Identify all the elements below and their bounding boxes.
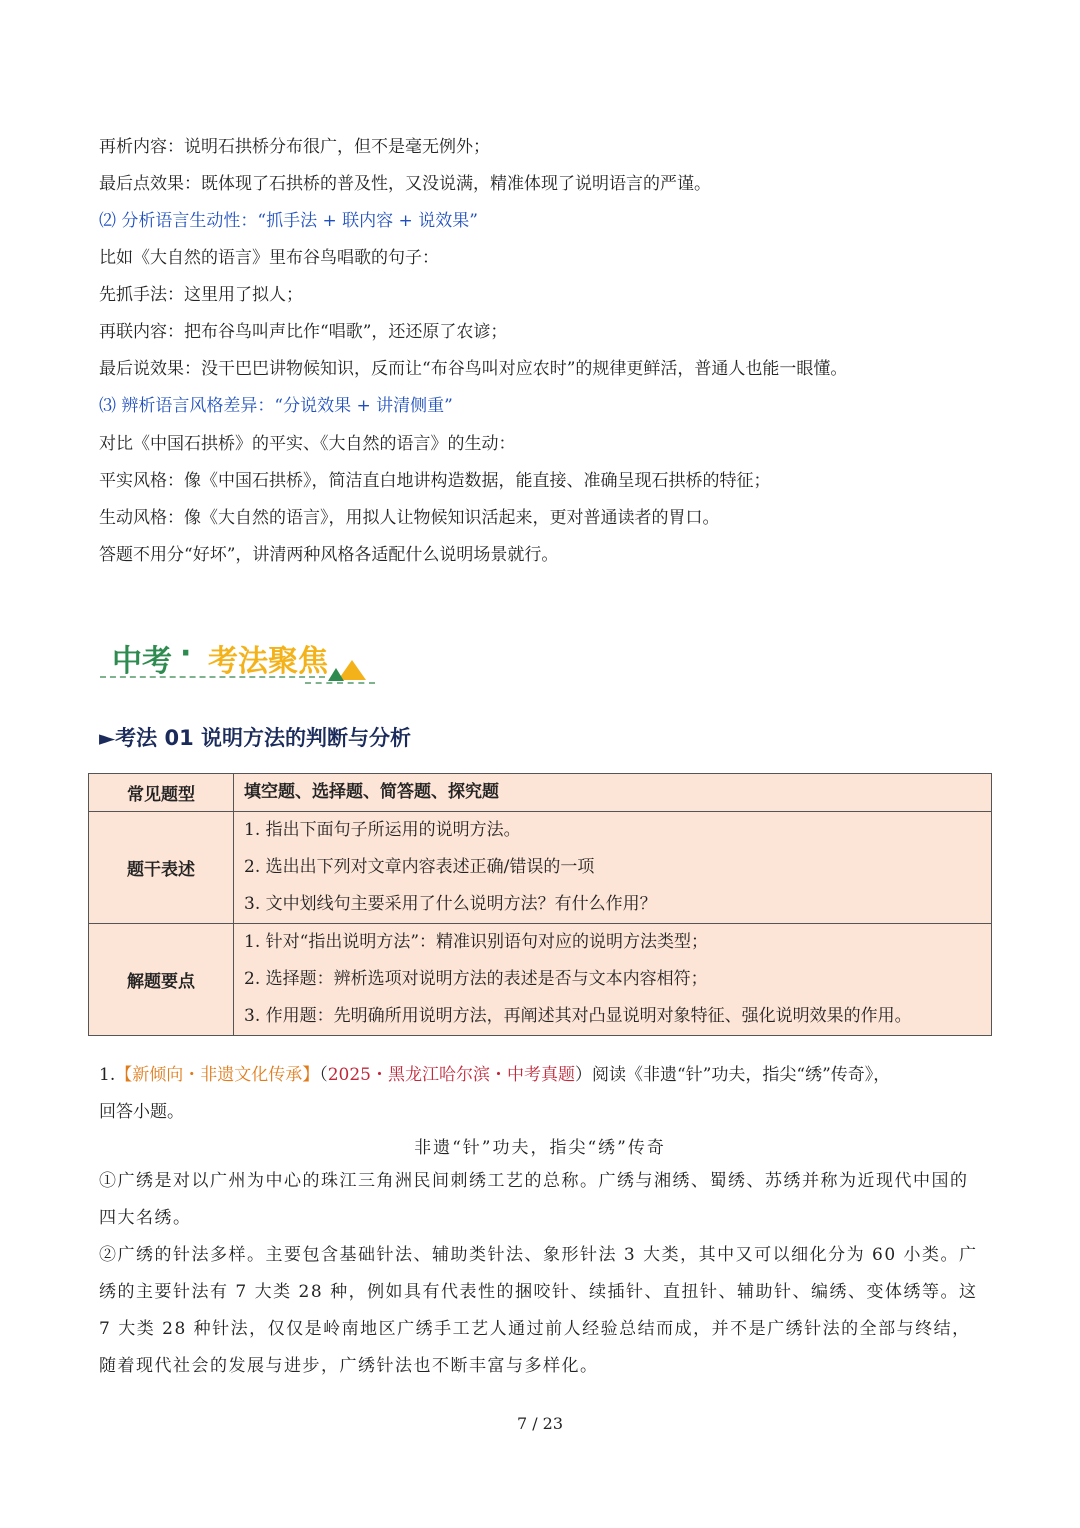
question-text-2: 回答小题。 <box>99 1102 184 1122</box>
text-line: 平实风格：像《中国石拱桥》，简洁直白地讲构造数据，能直接、准确呈现石拱桥的特征； <box>99 471 771 491</box>
table-row <box>89 774 992 812</box>
text-line: 再联内容：把布谷鸟叫声比作“唱歌”，还还原了农谚； <box>99 322 508 342</box>
text-line: 答题不用分“好坏”，讲清两种风格各适配什么说明场景就行。 <box>99 545 559 565</box>
question-line <box>99 1060 890 1085</box>
text-line: 比如《大自然的语言》里布谷鸟唱歌的句子： <box>99 248 439 268</box>
text-line: 再析内容：说明石拱桥分布很广，但不是毫无例外； <box>99 137 490 157</box>
paren: （ <box>319 1065 328 1085</box>
cell-item: 1. 指出下面句子所运用的说明方法。 <box>244 820 521 840</box>
table-row <box>89 924 992 1036</box>
text-line: 最后点效果：既体现了石拱桥的普及性，又没说满，精准体现了说明语言的严谨。 <box>99 174 711 194</box>
info-table <box>88 773 992 1036</box>
row-header: 解题要点 <box>89 924 234 1036</box>
cell-item: 2. 选出出下列对文章内容表述正确/错误的一项 <box>244 857 595 877</box>
cell-item: 3. 作用题：先明确所用说明方法，再阐述其对凸显说明对象特征、强化说明效果的作用。 <box>244 1006 912 1026</box>
section-title: ►考法 01 说明方法的判断与分析 <box>99 726 411 750</box>
cell-item: 填空题、选择题、简答题、探究题 <box>244 782 499 802</box>
subheading: ⑶ 辨析语言风格差异：“分说效果 + 讲清侧重” <box>99 396 453 416</box>
question-number: 1. <box>99 1065 116 1085</box>
question-tag: 【新倾向・非遗文化传承】 <box>115 1065 320 1085</box>
text-line: 先抓手法：这里用了拟人； <box>99 285 303 305</box>
question-source: 2025・黑龙江哈尔滨・中考真题 <box>327 1065 575 1085</box>
logo-dot: · <box>180 636 192 671</box>
cell-item: 1. 针对“指出说明方法”：精准识别语句对应的说明方法类型； <box>244 932 709 952</box>
article-paragraph: ①广绣是对以广州为中心的珠江三角洲民间刺绣工艺的总称。广绣与湘绣、蜀绣、苏绣并称为近现代中国的四大名绣。 <box>99 1171 969 1228</box>
logo-text-yellow: 考法聚焦 <box>208 644 328 679</box>
section-logo <box>100 630 380 690</box>
cell-item: 2. 选择题：辨析选项对说明方法的表述是否与文本内容相符； <box>244 969 708 989</box>
paren: ） <box>575 1065 592 1085</box>
question-text: 阅读《非遗“针”功夫，指尖“绣”传奇》， <box>592 1065 891 1085</box>
text-line: 最后说效果：没干巴巴讲物候知识，反而让“布谷鸟叫对应农时”的规律更鲜活，普通人也能一眼懂。 <box>99 359 848 379</box>
divider <box>100 676 325 678</box>
mountain-icon <box>328 668 344 681</box>
cell-item: 3. 文中划线句主要采用了什么说明方法？有什么作用？ <box>244 894 657 914</box>
subheading: ⑵ 分析语言生动性：“抓手法 + 联内容 + 说效果” <box>99 211 478 231</box>
table-row <box>89 812 992 924</box>
article-paragraph: ②广绣的针法多样。主要包含基础针法、辅助类针法、象形针法 3 大类，其中又可以细化分为 60 小类。广绣的主要针法有 7 大类 28 种，例如具有代表性的捆咬针、续插针、直扭针、辅助针、编绣、变体绣等。这 7 大类 28 种针法，仅仅是岭南地区广绣手工艺人通过前人经验总结而成，并不是广绣针法的全部与终结，随着现代社会的发展与进步，广绣针法也不断丰富与多样化。 <box>99 1245 978 1376</box>
divider <box>305 682 375 684</box>
text-line: 对比《中国石拱桥》的平实、《大自然的语言》的生动： <box>99 434 516 454</box>
row-header: 题干表述 <box>89 812 234 924</box>
page-number: 7 / 23 <box>516 1414 564 1433</box>
article-title: 非遗“针”功夫，指尖“绣”传奇 <box>414 1138 666 1158</box>
logo-text-green: 中考 <box>112 644 172 679</box>
row-header: 常见题型 <box>89 774 234 812</box>
text-line: 生动风格：像《大自然的语言》，用拟人让物候知识活起来，更对普通读者的胃口。 <box>99 508 720 528</box>
